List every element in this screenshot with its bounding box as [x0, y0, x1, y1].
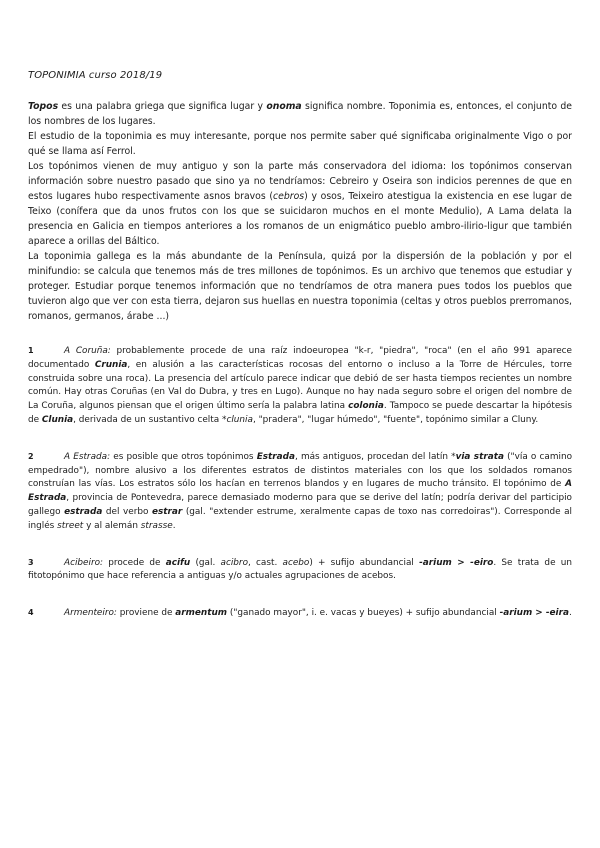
entry-heading: Armenteiro:	[64, 608, 117, 619]
entry-heading: A Coruña:	[64, 346, 111, 356]
toponym-entry: 4 Armenteiro: proviene de armentum ("ganado mayor", i. e. vacas y bueyes) + sufijo abundancial -arium > -eira.	[28, 608, 572, 619]
intro-section	[28, 99, 572, 324]
entry-number: 2	[28, 451, 34, 461]
term-onoma: onoma	[266, 101, 302, 112]
toponym-entry: 3 Acibeiro: procede de acifu (gal. acibro, cast. acebo) + sufijo abundancial -arium > -eiro. Se trata de un fitotopónimo que hace referencia a antiguas y/o actuales agrupaciones de acebos.	[28, 557, 572, 582]
intro-paragraph: La toponimia gallega es la más abundante de la Península, quizá por la dispersión de la población y por el minifundio: se calcula que tenemos más de tres millones de topónimos. Es un archivo que tenemos que estudiar y proteger. Estudiar porque tenemos información que no tendríamos de otra manera pues todos los pueblos que tuvieron algo que ver con esta tierra, dejaron sus huellas en nuestra toponimia (celtas y otros pueblos prerromanos, romanos, germanos, árabe ...)	[28, 251, 572, 322]
toponym-entry: 2 A Estrada: es posible que otros topónimos Estrada, más antiguos, procedan del latín *via strata ("vía o camino empedrado"), nombre alusivo a los diferentes estratos de distintos materiales con los que los soldados romanos construían las vías. Los estratos sólo los hacían en terrenos blandos y en lugares de mucho tránsito. El topónimo de A Estrada, provincia de Pontevedra, parece demasiado moderno para que se derive del latín; podría derivar del participio gallego estrada del verbo estrar (gal. "extender estrume, xeralmente capas de toxo nas corredoiras"). Corresponde al inglés street y al alemán strasse.	[28, 451, 572, 531]
document-title: TOPONIMIA curso 2018/19	[28, 70, 163, 81]
entry-number: 3	[28, 557, 34, 567]
entry-heading: Acibeiro:	[64, 557, 104, 568]
intro-paragraph: El estudio de la toponimia es muy interesante, porque nos permite saber qué significaba originalmente Vigo o por qué se llama así Ferrol.	[28, 131, 572, 157]
entry-number: 4	[28, 608, 34, 618]
entry-heading: A Estrada:	[64, 451, 111, 462]
toponym-entry: 1 A Coruña: probablemente procede de una raíz indoeuropea "k-r, "piedra", "roca" (en el año 991 aparece documentado Crunia, en alusión a las características rocosas del entorno o incluso a la Torre de Hércules, torre construida sobre una roca). La presencia del artículo parece indicar que debió de ser hasta tiempos recientes un nombre común. Hay otras Coruñas (en Val do Dubra, y tres en Lugo). Aunque no hay nada seguro sobre el origen del nombre de La Coruña, algunos piensan que el origen último sería la palabra latina colonia. Tampoco se puede descartar la hipótesis de Clunia, derivada de un sustantivo celta *clunia, "pradera", "lugar húmedo", "fuente", topónimo similar a Cluny.	[28, 346, 573, 425]
intro-paragraph: Topos es una palabra griega que significa lugar y onoma significa nombre. Toponimia es, entonces, el conjunto de los nombres de los lugares.	[28, 101, 572, 127]
entry-number: 1	[28, 346, 34, 355]
toponym-list	[28, 344, 572, 621]
intro-paragraph: Los topónimos vienen de muy antiguo y son la parte más conservadora del idioma: los topónimos conservan información sobre nuestro pasado que sino ya no tendríamos: Cebreiro y Oseira son indicios perennes de que en estos lugares hubo respectivamente asnos bravos (cebros) y osos, Teixeiro atestigua la existencia en ese lugar de Teixo (conífera que da unos frutos con los que se suicidaron muchos en el monte Medulio), A Lama delata la presencia en Galicia en tiempos anteriores a los romanos de un enigmático pueblo ambro-ilirio-ligur que también aparece a orillas del Báltico.	[28, 161, 572, 247]
term-topos: Topos	[28, 101, 59, 112]
